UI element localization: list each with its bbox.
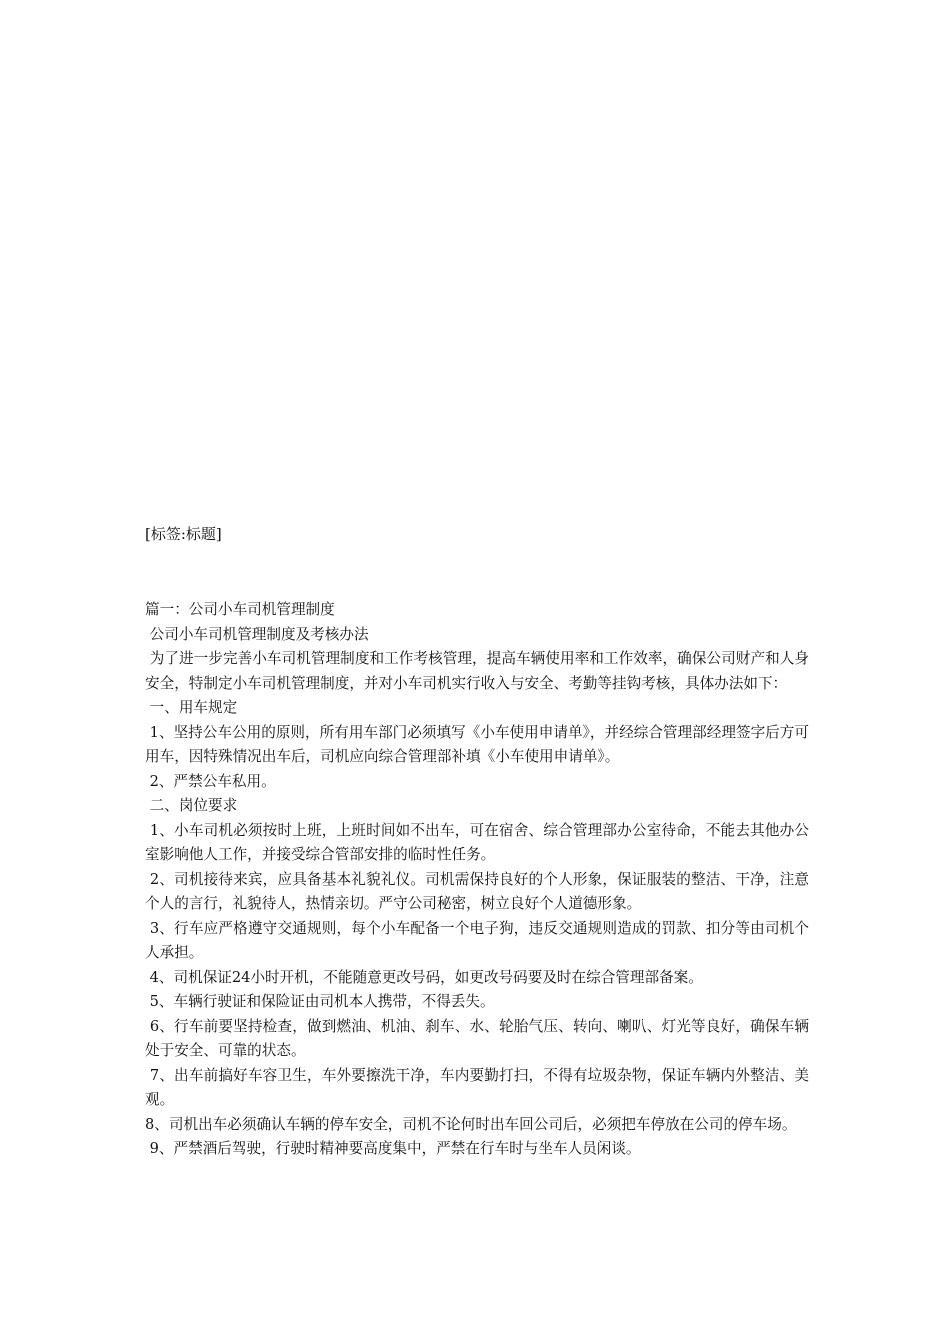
rule-paragraph: 1、坚持公车公用的原则，所有用车部门必须填写《小车使用申请单》，并经综合管理部经理签字后方可用车，因特殊情况出车后，司机应向综合管理部补填《小车使用申请单》。 — [145, 723, 809, 765]
section-title: 篇一：公司小车司机管理制度 — [145, 601, 335, 618]
heading-job-requirements: 二、岗位要求 — [145, 797, 238, 814]
rule-paragraph: 3、行车应严格遵守交通规则，每个小车配备一个电子狗，违反交通规则造成的罚款、扣分等由司机个人承担。 — [145, 919, 810, 961]
rule-paragraph: 1、小车司机必须按时上班，上班时间如不出车，可在宿舍、综合管理部办公室待命，不能去其他办公室影响他人工作，并接受综合管部安排的临时性任务。 — [145, 821, 810, 863]
intro-paragraph: 为了进一步完善小车司机管理制度和工作考核管理，提高车辆使用率和工作效率，确保公司财产和人身安全，特制定小车司机管理制度，并对小车司机实行收入与安全、考勤等挂钩考核，具体办法如下： — [145, 650, 809, 692]
rule-paragraph: 6、行车前要坚持检查，做到燃油、机油、刹车、水、轮胎气压、转向、喇叭、灯光等良好，确保车辆处于安全、可靠的状态。 — [145, 1017, 810, 1059]
rule-paragraph: 9、严禁酒后驾驶，行驶时精神要高度集中，严禁在行车时与坐车人员闲谈。 — [145, 1140, 641, 1157]
document-body — [145, 598, 809, 1162]
rule-paragraph: 2、严禁公车私用。 — [145, 772, 276, 790]
document-heading: 公司小车司机管理制度及考核办法 — [145, 625, 369, 643]
heading-vehicle-use: 一、用车规定 — [145, 699, 238, 716]
rule-paragraph: 7、出车前搞好车容卫生，车外要擦洗干净，车内要勤打扫，不得有垃圾杂物，保证车辆内外整洁、美观。 — [145, 1066, 810, 1108]
rule-paragraph: 2、司机接待来宾，应具备基本礼貌礼仪。司机需保持良好的个人形象，保证服装的整洁、干净，注意个人的言行，礼貌待人，热情亲切。严守公司秘密，树立良好个人道德形象。 — [145, 870, 810, 912]
rule-paragraph: 5、车辆行驶证和保险证由司机本人携带，不得丢失。 — [145, 993, 495, 1010]
rule-paragraph: 8、司机出车必须确认车辆的停车安全，司机不论何时出车回公司后，必须把车停放在公司的停车场。 — [145, 1115, 797, 1133]
tag-label: [标签:标题] — [145, 525, 222, 543]
rule-paragraph: 4、司机保证24小时开机，不能随意更改号码，如更改号码要及时在综合管理部备案。 — [145, 968, 703, 986]
